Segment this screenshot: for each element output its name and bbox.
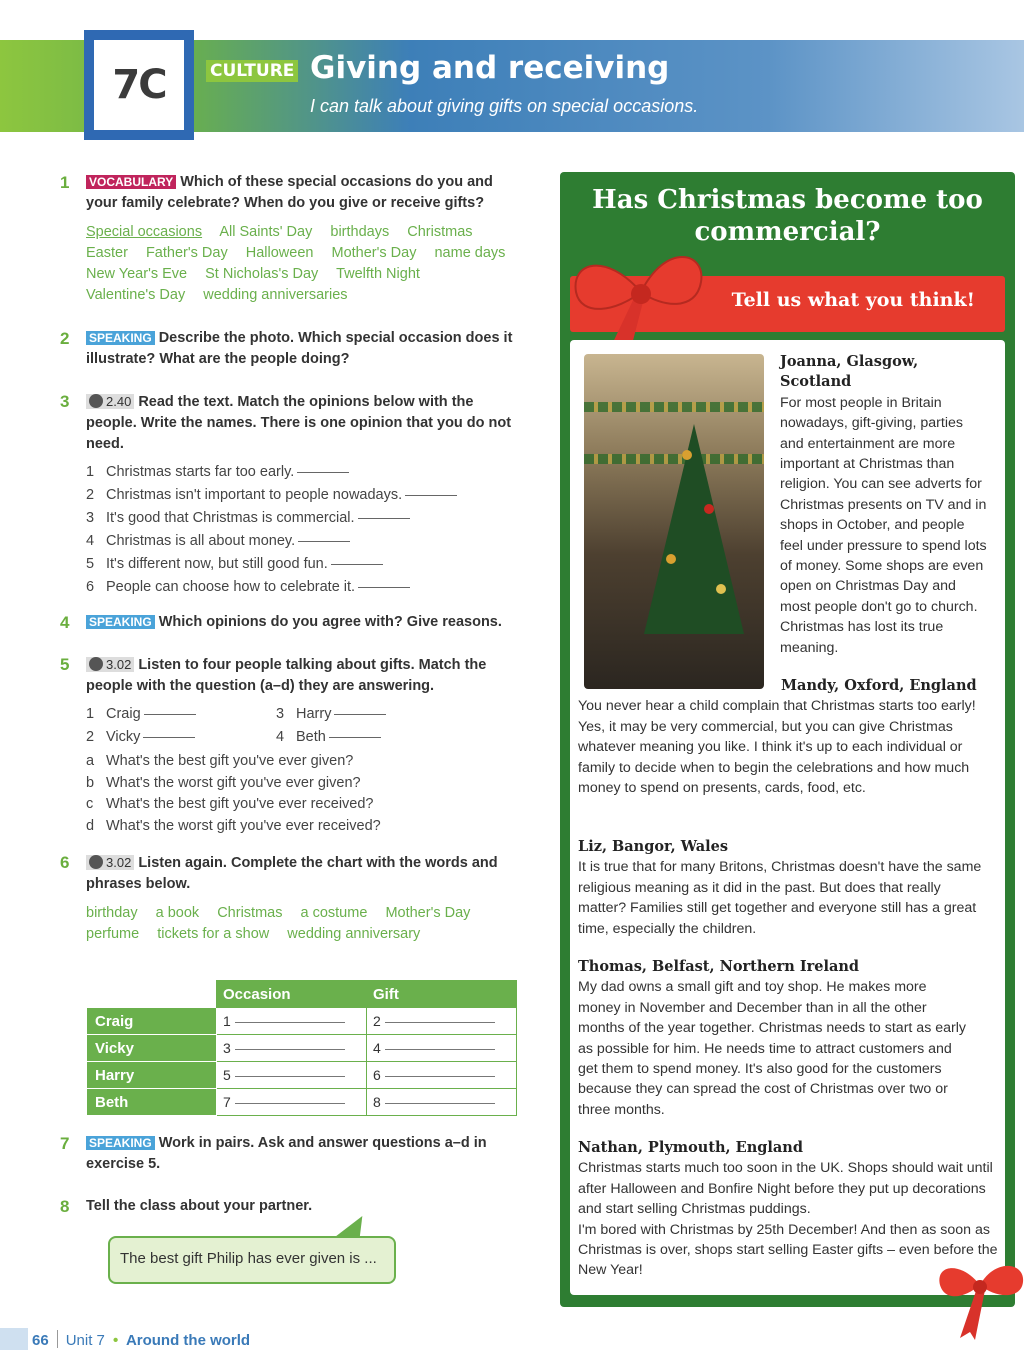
row-name: Vicky — [87, 1035, 217, 1062]
exercise-number: 7 — [60, 1134, 70, 1153]
lesson-subtitle: I can talk about giving gifts on special occasions. — [310, 96, 699, 116]
table-row — [87, 1008, 517, 1035]
post-text: I'm bored with Christmas by 25th December! And then as soon as Christmas is over, shops start selling Easter gifts – even before the New Year! — [578, 1221, 998, 1279]
column-header-occasion: Occasion — [217, 981, 367, 1008]
exercise-number: 8 — [60, 1197, 70, 1216]
post-text: It is true that for many Britons, Christmas doesn't have the same religious meaning as it did in the past. But does that really matter? Families still get together and everyone still has a great time, especially the children. — [578, 859, 982, 937]
word-bank-item: Father's Day — [145, 245, 228, 261]
row-name: Beth — [87, 1089, 217, 1116]
list-item: 1 Craig — [86, 703, 276, 726]
exercise-8 — [60, 1196, 525, 1217]
exercise-1 — [60, 172, 525, 306]
word-bank-item: Valentine's Day — [86, 287, 186, 303]
answer-blank[interactable] — [334, 714, 386, 715]
post-joanna: Joanna, Glasgow, Scotland For most people in Britain nowadays, gift-giving, parties and entertainment are more important at Christmas than religion. You can see adverts for Christmas presents on TV and in shops in October, and people feel under pressure to spend lots of money. Some shops are even open on Christmas Day and most people don't go to church. Christmas has lost its true meaning. — [780, 352, 990, 658]
word-bank-item: Twelfth Night — [336, 266, 420, 282]
list-item: 2 Vicky — [86, 726, 276, 749]
audio-track-number: 2.40 — [106, 394, 132, 409]
speech-bubble: The best gift Philip has ever given is ... — [108, 1236, 396, 1284]
word-bank-item: Christmas — [217, 905, 283, 921]
headphones-icon — [89, 394, 103, 408]
exercise-4 — [60, 612, 525, 633]
exercise-number: 4 — [60, 613, 70, 632]
row-name: Craig — [87, 1008, 217, 1035]
lesson-title: Giving and receiving — [310, 50, 670, 86]
post-thomas: Thomas, Belfast, Northern Ireland My dad owns a small gift and toy shop. He makes more money in November and December than in all the other months of the year together. Christmas needs to start as early as possible for him. He needs time to attract customers and get them to spend money. It's also good for the customers because they can spread the cost of Christmas over two or three months. — [578, 957, 973, 1120]
list-item: 4 Beth — [276, 726, 466, 749]
list-item: d What's the worst gift you've ever received? — [86, 817, 381, 834]
post-text: Christmas starts much too soon in the UK. Shops should wait until after Halloween and Bonfire Night before they put up decorations and start selling Christmas puddings. — [578, 1160, 993, 1218]
vocabulary-tag: VOCABULARY — [86, 175, 176, 189]
post-mandy: Mandy, Oxford, England You never hear a child complain that Christmas starts too early! Yes, it may be very commercial, but you can give Christmas whatever meaning you like. I think it's up to each individual or family to decide when to begin the celebrations and how much money to spend on presents, cards, food, etc. — [578, 676, 980, 798]
exercise-instruction: Which of these special occasions do you and your family celebrate? When do you give or receive gifts? — [86, 174, 493, 211]
answer-cell[interactable]: 6 — [367, 1062, 517, 1089]
table-row — [87, 1035, 517, 1062]
word-bank-item: tickets for a show — [157, 926, 270, 942]
exercise-6 — [60, 852, 525, 945]
answer-cell[interactable]: 2 — [367, 1008, 517, 1035]
answer-blank[interactable] — [358, 587, 410, 588]
column-header-gift: Gift — [367, 981, 517, 1008]
culture-tag: CULTURE — [206, 60, 298, 82]
word-bank — [86, 903, 525, 945]
list-item: 2 Christmas isn't important to people nowadays. — [86, 484, 525, 507]
table-row — [87, 1062, 517, 1089]
unit-code: 7C — [112, 62, 166, 108]
word-bank-item: Christmas — [407, 224, 473, 240]
speaking-tag: SPEAKING — [86, 1136, 155, 1150]
word-bank-item: perfume — [86, 926, 140, 942]
list-item: 6 People can choose how to celebrate it. — [86, 576, 525, 599]
list-item: 1 Christmas starts far too early. — [86, 461, 525, 484]
answer-cell[interactable]: 3 — [217, 1035, 367, 1062]
word-bank-item: All Saints' Day — [219, 224, 313, 240]
exercise-instruction: Listen again. Complete the chart with the words and phrases below. — [86, 855, 498, 892]
exercise-instruction: Tell the class about your partner. — [86, 1198, 313, 1214]
list-item: b What's the worst gift you've ever given? — [86, 774, 361, 791]
answer-blank[interactable] — [143, 737, 195, 738]
list-item: 5 It's different now, but still good fun. — [86, 553, 525, 576]
audio-track[interactable]: 3.02 — [86, 657, 134, 672]
word-bank-item: a costume — [300, 905, 368, 921]
audio-track[interactable]: 3.02 — [86, 855, 134, 870]
page-number: 66 — [32, 1332, 49, 1349]
answer-blank[interactable] — [405, 495, 457, 496]
article-title: Has Christmas become too commercial? — [592, 185, 983, 247]
word-bank-item: wedding anniversaries — [203, 287, 348, 303]
word-bank-heading: Special occasions — [86, 224, 203, 240]
ribbon-bow-icon — [935, 1250, 1024, 1340]
post-text: My dad owns a small gift and toy shop. He makes more money in November and December than in all the other months of the year together. Christmas needs to start as early as possible for him. He needs time to attract customers and get them to spend money. It's also good for the customers because they can spread the cost of Christmas over two or three months. — [578, 979, 966, 1118]
footer-unit: Unit 7 — [65, 1332, 105, 1349]
exercise-number: 1 — [60, 173, 70, 192]
post-text: You never hear a child complain that Christmas starts too early! Yes, it may be very commercial, but you can give Christmas whatever meaning you like. I think it's up to each individual or family to decide when to begin the celebrations and how much money to spend on presents, cards, food, etc. — [578, 698, 976, 797]
word-bank-item: name days — [434, 245, 506, 261]
exercise-2 — [60, 328, 525, 370]
audio-track[interactable] — [86, 394, 134, 409]
word-bank-item: Mother's Day — [385, 905, 471, 921]
post-text: For most people in Britain nowadays, gift-giving, parties and entertainment are more important at Christmas than religion. You can see adverts for Christmas presents on TV and in shops in October, and people feel under pressure to spend lots of money. Some shops are even open on Christmas Day and most people don't go to church. Christmas has lost its true meaning. — [780, 394, 987, 656]
exercise-5 — [60, 654, 525, 837]
ribbon-text: Tell us what you think! — [731, 289, 975, 311]
word-bank-item: Mother's Day — [331, 245, 417, 261]
answer-blank[interactable] — [144, 714, 196, 715]
answer-cell[interactable]: 7 — [217, 1089, 367, 1116]
answer-cell[interactable]: 5 — [217, 1062, 367, 1089]
word-bank-item: Halloween — [245, 245, 314, 261]
christmas-tree-photo — [584, 354, 764, 689]
exercise-3 — [60, 391, 525, 599]
exercise-number: 2 — [60, 329, 70, 348]
exercise-instruction: Which opinions do you agree with? Give reasons. — [158, 614, 502, 630]
page-footer: 66 Unit 7 • Around the world — [32, 1332, 251, 1349]
word-bank-item: St Nicholas's Day — [205, 266, 319, 282]
exercise-7 — [60, 1133, 525, 1175]
answer-blank[interactable] — [331, 564, 383, 565]
answer-blank[interactable] — [297, 472, 349, 473]
word-bank-item: birthday — [86, 905, 138, 921]
headphones-icon — [89, 657, 103, 671]
word-bank-item: New Year's Eve — [86, 266, 188, 282]
word-bank-item: a book — [155, 905, 200, 921]
row-name: Harry — [87, 1062, 217, 1089]
speech-bubble-tail — [334, 1216, 373, 1238]
list-item: c What's the best gift you've ever received? — [86, 796, 374, 812]
post-liz: Liz, Bangor, Wales It is true that for many Britons, Christmas doesn't have the same religious meaning as it did in the past. But does that really matter? Families still get together and everyone still has a great time, especially the children. — [578, 837, 983, 939]
unit-badge — [84, 30, 194, 140]
answer-blank[interactable] — [298, 541, 350, 542]
exercise-instruction: Read the text. Match the opinions below with the people. Write the names. There is one opinion that you do not need. — [86, 394, 512, 452]
gift-chart — [86, 980, 517, 1116]
exercise-instruction: Work in pairs. Ask and answer questions a–d in exercise 5. — [86, 1135, 487, 1172]
speaking-tag: SPEAKING — [86, 615, 155, 629]
answer-cell[interactable]: 4 — [367, 1035, 517, 1062]
list-item: a What's the best gift you've ever given? — [86, 753, 354, 769]
answer-cell[interactable]: 8 — [367, 1089, 517, 1116]
headphones-icon — [89, 855, 103, 869]
word-bank-item: Easter — [86, 245, 128, 261]
exercise-number: 5 — [60, 655, 70, 674]
footer-topic: Around the world — [125, 1332, 251, 1349]
word-bank-item: birthdays — [330, 224, 390, 240]
exercise-instruction: Listen to four people talking about gifts. Match the people with the question (a–d) they are answering. — [86, 657, 487, 694]
footer-bar — [0, 1328, 28, 1350]
exercise-number: 3 — [60, 392, 70, 411]
list-item: 4 Christmas is all about money. — [86, 530, 525, 553]
word-bank — [86, 222, 525, 306]
post-nathan: Nathan, Plymouth, England Christmas starts much too soon in the UK. Shops should wait until after Halloween and Bonfire Night before they put up decorations and start selling Christmas puddings. I'm bored with Christmas by 25th December! And then as soon as Christmas is over, shops start selling Easter gifts – even before the New Year! — [578, 1138, 998, 1281]
word-bank-item: wedding anniversary — [287, 926, 421, 942]
answer-blank[interactable] — [358, 518, 410, 519]
list-item: 3 Harry — [276, 703, 466, 726]
answer-cell[interactable]: 1 — [217, 1008, 367, 1035]
exercise-number: 6 — [60, 853, 70, 872]
list-item: 3 It's good that Christmas is commercial. — [86, 507, 525, 530]
answer-blank[interactable] — [329, 737, 381, 738]
speaking-tag: SPEAKING — [86, 331, 155, 345]
exercise-instruction: Describe the photo. Which special occasion does it illustrate? What are the people doing? — [86, 330, 513, 367]
table-row — [87, 1089, 517, 1116]
